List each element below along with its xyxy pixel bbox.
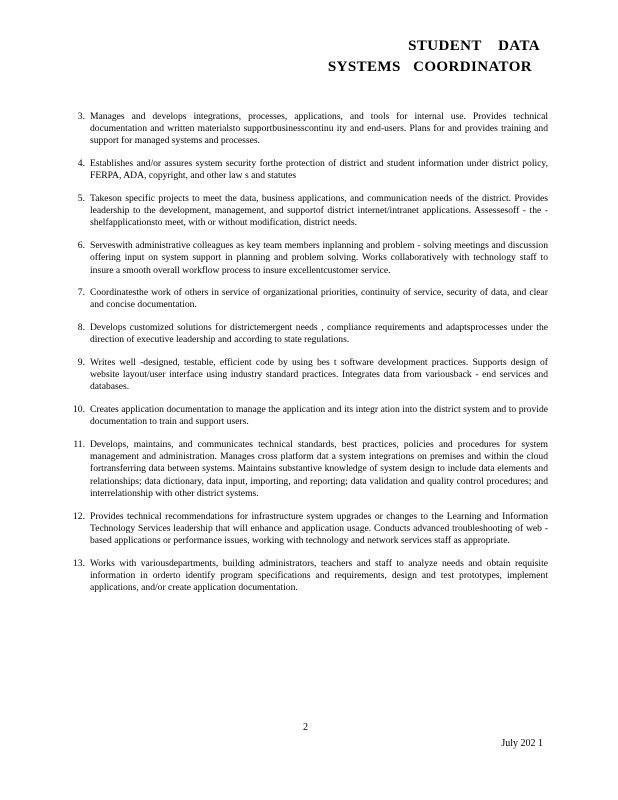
list-item — [68, 511, 548, 548]
item-text: Creates application documentation to manage the application and its integr ation into the district system and to provide documentation to train and support users. — [90, 404, 548, 428]
item-number: 4. — [77, 158, 85, 170]
page-number: 2 — [303, 722, 308, 733]
item-number: 10. — [73, 404, 85, 416]
list-item — [68, 404, 548, 428]
item-number: 3. — [77, 111, 85, 122]
item-number: 11. — [73, 439, 85, 451]
list-item — [68, 287, 548, 311]
list-item — [68, 158, 548, 182]
item-number: 13. — [73, 557, 85, 569]
item-text: Serveswith administrative colleagues as key team members inplanning and problem - solving meetings and discussion offering input on system support in planning and problem solving. Works collaboratively with technology staff to insure a smooth overall workflow process to insure excellentcustomer service. — [90, 240, 548, 276]
item-number: 12. — [73, 510, 85, 522]
item-text: Manages and develops integrations, processes, applications, and tools for internal use. Provides technical documentation and written materialsto supportbusinesscontinu ity and end-users. Plans for and provides training and support for managed systems and processes. — [90, 111, 548, 147]
item-number: 7. — [77, 287, 85, 299]
title-line-2: SYSTEMS COORDINATOR — [327, 59, 532, 75]
item-number: 8. — [77, 322, 85, 334]
list-item — [68, 439, 548, 500]
item-number: 9. — [77, 357, 85, 369]
list-item — [68, 111, 548, 148]
document-title — [328, 36, 540, 78]
duties-list — [68, 111, 548, 605]
item-text: Works with variousdepartments, building administrators, teachers and staff to analyze needs and obtain requisite information in orderto identify program specifications and requirements, design and test prototypes, implement applications, and/or create application documentation. — [90, 557, 548, 594]
list-item — [68, 357, 548, 394]
item-text: Writes well -designed, testable, efficient code by using bes t software development practices. Supports design of website layout/user interface using industry standard practices. Integrates data from variousback - end services and databases. — [90, 357, 548, 393]
title-line-1: STUDENT DATA — [408, 38, 540, 54]
item-text: Coordinatesthe work of others in service of organizational priorities, continuity of service, security of data, and clear and concise documentation. — [90, 287, 548, 311]
item-text: Develops customized solutions for districtemergent needs , compliance requirements and adaptsprocesses under the direction of executive leadership and according to state regulations. — [90, 322, 548, 346]
item-number: 5. — [77, 193, 85, 205]
item-text: Develops, maintains, and communicates technical standards, best practices, policies and procedures for system management and administration. Manages cross platform dat a system integrations on premises and within the cloud fortransferring data between systems. Maintains substantive knowledge of system design to include data elements and relationships; data dictionary, data input, importing, and reporting; data validation and quality control procedures; and interrelationship with other district systems. — [90, 439, 548, 499]
item-text: Provides technical recommendations for infrastructure system upgrades or changes to the Learning and Information Technology Services leadership that will enhance and application usage. Conducts advanced troubleshooting of web -based applications or performance issues, working with technology and network services staff as appropriate. — [90, 510, 548, 546]
item-text: Takeson specific projects to meet the data, business applications, and communication needs of the district. Provides leadership to the development, management, and supportof district internet/intranet applications. Assessesoff - the -shelfapplicationsto meet, with or without modification, district needs. — [90, 193, 548, 229]
item-text: Establishes and/or assures system security forthe protection of district and student information under district policy, FERPA, ADA, copyright, and other law s and statutes — [90, 158, 548, 182]
footer-date: July 202 1 — [501, 738, 543, 749]
list-item — [68, 240, 548, 277]
list-item — [68, 558, 548, 595]
list-item — [68, 322, 548, 346]
item-number: 6. — [77, 240, 85, 252]
list-item — [68, 193, 548, 230]
